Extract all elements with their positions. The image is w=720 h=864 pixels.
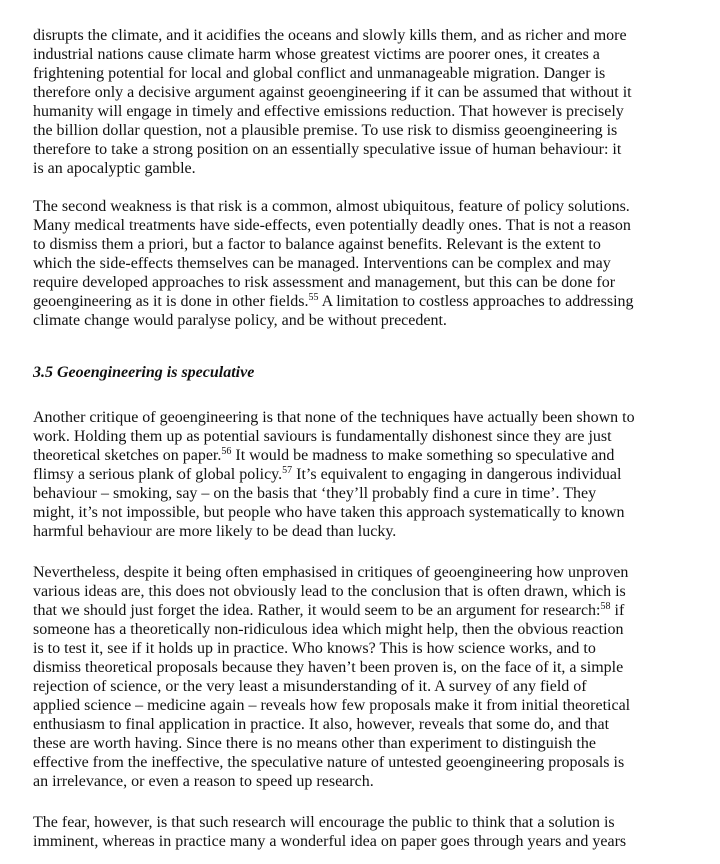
text-line: harmful behaviour are more likely to be dead than lucky. <box>33 523 397 540</box>
footnote-ref: 56 <box>221 446 232 457</box>
text-line: Nevertheless, despite it being often emphasised in critiques of geoengineering how unproven <box>33 564 629 581</box>
text-line: The fear, however, is that such research will encourage the public to think that a solution is <box>33 814 615 831</box>
paragraph-4 <box>33 563 630 791</box>
text-line: various ideas are, this does not obviously lead to the conclusion that is often drawn, which is <box>33 583 626 600</box>
text-line: rejection of science, or the very least a misunderstanding of it. A survey of any field of <box>33 678 587 695</box>
text-line: the billion dollar question, not a plausible premise. To use risk to dismiss geoengineering is <box>33 122 618 139</box>
text-line: imminent, whereas in practice many a wonderful idea on paper goes through years and years <box>33 833 627 850</box>
text-line: is to test it, see if it holds up in practice. Who knows? This is how science works, and to <box>33 640 596 657</box>
footnote-ref: 58 <box>600 601 611 612</box>
paragraph-1 <box>33 26 632 178</box>
text-segment: theoretical sketches on paper. <box>33 447 222 464</box>
text-line: industrial nations cause climate harm whose greatest victims are poorer ones, it creates a <box>33 46 600 63</box>
text-line: 3.5 Geoengineering is speculative <box>33 364 255 381</box>
text-line: which the side-effects themselves can be managed. Interventions can be complex and may <box>33 255 611 272</box>
footnote-ref: 55 <box>308 292 319 303</box>
text-line: disrupts the climate, and it acidifies the oceans and slowly kills them, and as richer and more <box>33 27 627 44</box>
text-line <box>33 601 630 620</box>
text-line: climate change would paralyse policy, and be without precedent. <box>33 312 447 329</box>
text-line <box>33 292 634 311</box>
text-line: humanity will engage in timely and effective emissions reduction. That however is precisely <box>33 103 624 120</box>
text-line: Many medical treatments have side-effects, even potentially deadly ones. That is not a reason <box>33 217 631 234</box>
text-line: is an apocalyptic gamble. <box>33 160 196 177</box>
text-line: an irrelevance, or even a reason to speed up research. <box>33 773 374 790</box>
text-line <box>33 465 635 484</box>
text-line: effective from the ineffective, the speculative nature of untested geoengineering proposals is <box>33 754 625 771</box>
text-line: someone has a theoretically non-ridiculous idea which might help, then the obvious reaction <box>33 621 624 638</box>
text-line: behaviour – smoking, say – on the basis that ‘they’ll probably find a cure in time’. They <box>33 485 597 502</box>
text-line: work. Holding them up as potential saviours is fundamentally dishonest since they are just <box>33 428 612 445</box>
text-line: to dismiss them a priori, but a factor to balance against benefits. Relevant is the extent to <box>33 236 601 253</box>
footnote-ref: 57 <box>282 465 293 476</box>
text-line: require developed approaches to risk assessment and management, but this can be done for <box>33 274 616 291</box>
paragraph-3 <box>33 408 635 541</box>
text-line: therefore only a decisive argument against geoengineering if it can be assumed that without it <box>33 84 632 101</box>
text-line: therefore to take a strong position on an essentially speculative issue of human behaviour: it <box>33 141 622 158</box>
text-segment: It would be madness to make something so speculative and <box>231 447 615 464</box>
paragraph-2 <box>33 197 634 330</box>
paragraph-5 <box>33 813 626 851</box>
text-segment: if <box>610 602 625 619</box>
text-line: these are worth having. Since there is no means other than experiment to distinguish the <box>33 735 596 752</box>
text-segment: It’s equivalent to engaging in dangerous individual <box>292 466 622 483</box>
text-line: applied science – medicine again – reveals how few proposals make it from initial theoretical <box>33 697 631 714</box>
text-segment: flimsy a serious plank of global policy. <box>33 466 283 483</box>
text-line: enthusiasm to final application in practice. It also, however, reveals that some do, and that <box>33 716 610 733</box>
text-segment: geoengineering as it is done in other fields. <box>33 293 309 310</box>
text-line: frightening potential for local and global conflict and unmanageable migration. Danger is <box>33 65 606 82</box>
text-line: Another critique of geoengineering is that none of the techniques have actually been shown to <box>33 409 635 426</box>
text-line: The second weakness is that risk is a common, almost ubiquitous, feature of policy solutions. <box>33 198 630 215</box>
text-segment: that we should just forget the idea. Rather, it would seem to be an argument for research: <box>33 602 601 619</box>
section-heading <box>33 363 254 382</box>
text-line <box>33 446 635 465</box>
text-line: might, it’s not impossible, but people who have taken this approach systematically to known <box>33 504 625 521</box>
text-segment: A limitation to costless approaches to addressing <box>318 293 634 310</box>
text-line: dismiss theoretical proposals because they haven’t been proven is, on the face of it, a simple <box>33 659 624 676</box>
